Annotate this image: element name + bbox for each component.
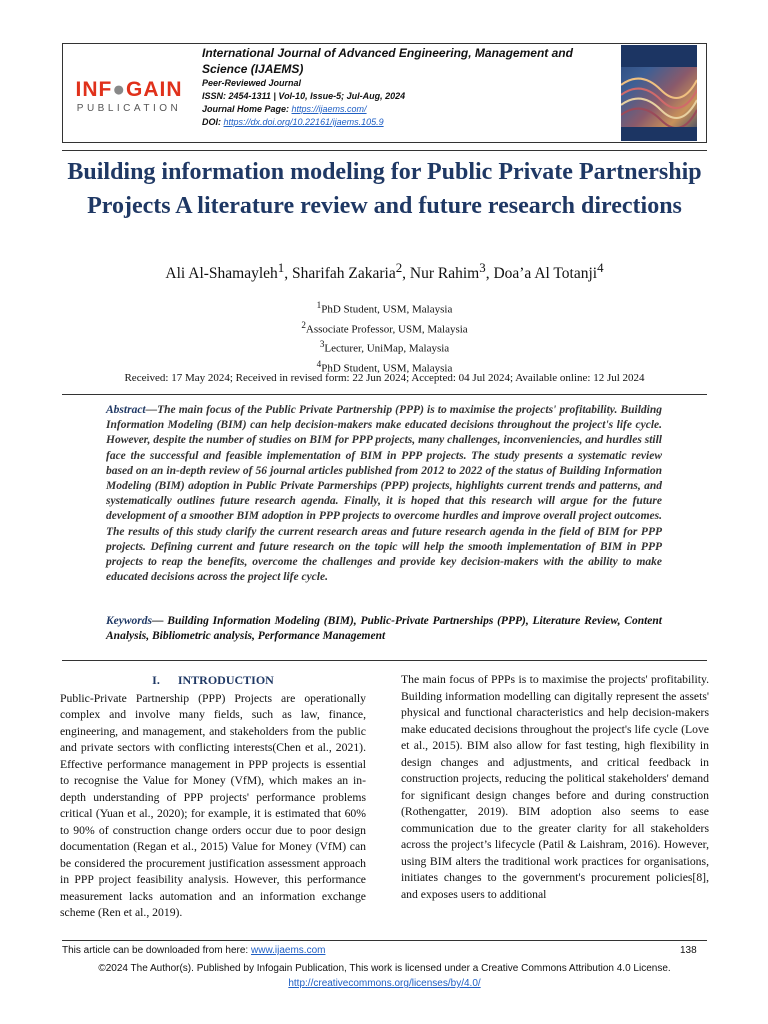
affiliation-sup: 2 <box>301 319 306 330</box>
homepage-label: Journal Home Page: <box>202 104 292 114</box>
author-sup: 2 <box>395 260 403 275</box>
section-title: INTRODUCTION <box>177 673 274 687</box>
paper-title: Building information modeling for Public Private Partnership Projects A literature review and future research directions <box>67 159 702 219</box>
body-paragraph-right: The main focus of PPPs is to maximise the projects' profitability. Building information modelling can digitally represent the assets' physical and functional characteristics and help decision-makers make educated decisions throughout the project's life cycle (Love et al., 2015). BIM also allow for fast testing, high flexibility in design changes and adjustments, and critical feedback in construction projects, reducing the political stakeholders' demand for significant design changes before and during construction (Rothengatter, 2019). BIM adoption also seems to ease communication due to the greater clarity for all stakeholders across the project’s lifecycle (Patil & Laishram, 2016). However, using BIM alters the traditional work practices for organisations, initiates changes to the government's procurement policies[8], and exposes users to additional <box>401 673 709 901</box>
affiliation-text: PhD Student, USM, Malaysia <box>321 362 453 375</box>
homepage-line <box>202 103 612 116</box>
logo-text-c: AIN <box>143 78 183 101</box>
download-link[interactable]: www.ijaems.com <box>251 945 326 956</box>
abstract-block <box>106 403 662 585</box>
doi-link[interactable]: https://dx.doi.org/10.22161/ijaems.105.9 <box>223 117 384 127</box>
section-number: I. <box>152 673 160 687</box>
author-sup: 4 <box>597 260 604 275</box>
peer-reviewed-label: Peer-Reviewed Journal <box>202 78 302 88</box>
abstract-dash: — <box>145 404 158 416</box>
homepage-link[interactable]: https://ijaems.com/ <box>291 104 367 114</box>
keywords-bottom-rule <box>62 660 707 661</box>
right-column <box>401 672 709 903</box>
download-label: This article can be downloaded from here: <box>62 945 251 956</box>
keywords-block <box>106 614 662 644</box>
affiliation-item <box>62 318 707 338</box>
license-link[interactable]: http://creativecommons.org/licenses/by/4.0/ <box>288 978 481 989</box>
author-name: Doa’a Al Totanji <box>493 265 598 283</box>
keywords-label: Keywords <box>106 615 152 627</box>
doi-line <box>202 116 612 129</box>
affiliation-sup: 3 <box>319 339 325 350</box>
logo-globe-icon: ● <box>112 78 126 101</box>
affiliation-text: PhD Student, USM, Malaysia <box>321 303 453 316</box>
affiliation-text: Lecturer, UniMap, Malaysia <box>324 342 450 355</box>
affiliation-text: Associate Professor, USM, Malaysia <box>305 323 468 336</box>
left-column <box>60 672 366 922</box>
copyright-text: ©2024 The Author(s). Published by Infogain Publication, This work is licensed under a Creative Commons Attribution 4.0 License. <box>98 963 671 974</box>
journal-info <box>202 45 612 129</box>
keywords-dash: — <box>152 615 168 627</box>
author-name: Sharifah Zakaria <box>292 265 396 283</box>
author-name: Ali Al-Shamayleh <box>165 265 278 283</box>
journal-cover-image <box>621 45 697 141</box>
author-sup: 1 <box>277 260 285 275</box>
affiliation-list <box>62 298 707 377</box>
cover-artwork <box>621 45 697 141</box>
page-number: 138 <box>680 945 697 956</box>
issn-line: ISSN: 2454-1311 | Vol-10, Issue-5; Jul-Aug, 2024 <box>202 91 406 101</box>
author-name: Nur Rahim <box>409 265 480 283</box>
abstract-label: Abstract <box>106 404 146 416</box>
journal-header <box>62 43 707 143</box>
footer-rule <box>62 940 707 941</box>
download-line <box>62 945 325 956</box>
logo-subtitle: PUBLICATION <box>76 103 182 114</box>
publication-dates: Received: 17 May 2024; Received in revised form: 22 Jun 2024; Accepted: 04 Jul 2024; Available online: 12 Jul 2024 <box>124 372 645 384</box>
journal-title: International Journal of Advanced Engineering, Management and Science (IJAEMS) <box>202 46 573 76</box>
author-sup: 3 <box>479 260 486 275</box>
abstract-text: The main focus of the Public Private Partnership (PPP) is to maximise the projects' profitability. Building Information Modeling (BIM) can help decision-makers make educated decisions throughout the project's life cycle. However, despite the number of studies on BIM for PPP projects, many challenges, inconveniencies, and hurdles still face the successful and feasible implementation of BIM in PPP projects. The study presents a systematic review based on an in-depth review of 56 journal articles published from 2012 to 2022 of the status of Building Information Modeling (BIM) adoption in Public Private Parmerships (PPP) projects, highlights current trends and patterns, and systematically outlines future research agenda. Finally, it is hoped that this research will argue for the future development of a smoother BIM adoption in PPP projects to overcome hurdles and improve overall project outcomes. The results of this study clarify the current research areas and future research agenda in the field of BIM for PPP projects. Defining current and future research on the topic will help the smooth implementation of BIM in PPP projects to reap the benefits, overcome the challenges and provide key decision-makers with the ability to make educated decisions across the project life cycle. <box>106 404 662 584</box>
affiliation-sup: 4 <box>316 358 322 369</box>
affiliation-item <box>62 298 707 318</box>
abstract-top-rule <box>62 394 707 395</box>
infogain-logo <box>69 78 189 114</box>
body-paragraph-left: Public-Private Partnership (PPP) Projects are operationally complex and involve many fields, such as law, finance, engineering, and management, and stakeholders from the public and private sectors with conflicting interests(Chen et al., 2021). Effective performance management in PPP projects is essential to recognise the Value for Money (VfM), which makes an in-depth understanding of PPP projects' performance problems critical (Yuan et al., 2020); for example, it is estimated that 60% to 90% of construction change orders occur due to poor design documentation (Regan et al., 2015) Value for Money (VfM) can be considered the procurement justification assessment approach in PPP project feasibility analysis. However, this performance measurement lacks automation and an information exchange scheme (Ren et al., 2019). <box>60 691 366 919</box>
logo-text-b: G <box>126 78 144 101</box>
logo-text-a: INF <box>75 78 113 101</box>
keywords-text: Building Information Modeling (BIM), Public-Private Partnerships (PPP), Literature Review, Content Analysis, Bibliometric analysis, Performance Management <box>106 615 662 643</box>
header-rule <box>62 150 707 151</box>
affiliation-sup: 1 <box>316 300 322 310</box>
doi-label: DOI: <box>202 117 224 127</box>
copyright-block <box>62 961 707 991</box>
affiliation-item <box>62 337 707 357</box>
author-list: Ali Al-Shamayleh$^1$, Sharifah Zakaria$^2$, Nur Rahim$^3$, Doa’a Al Totanji$^4$ <box>165 260 604 283</box>
section-heading <box>60 672 366 689</box>
